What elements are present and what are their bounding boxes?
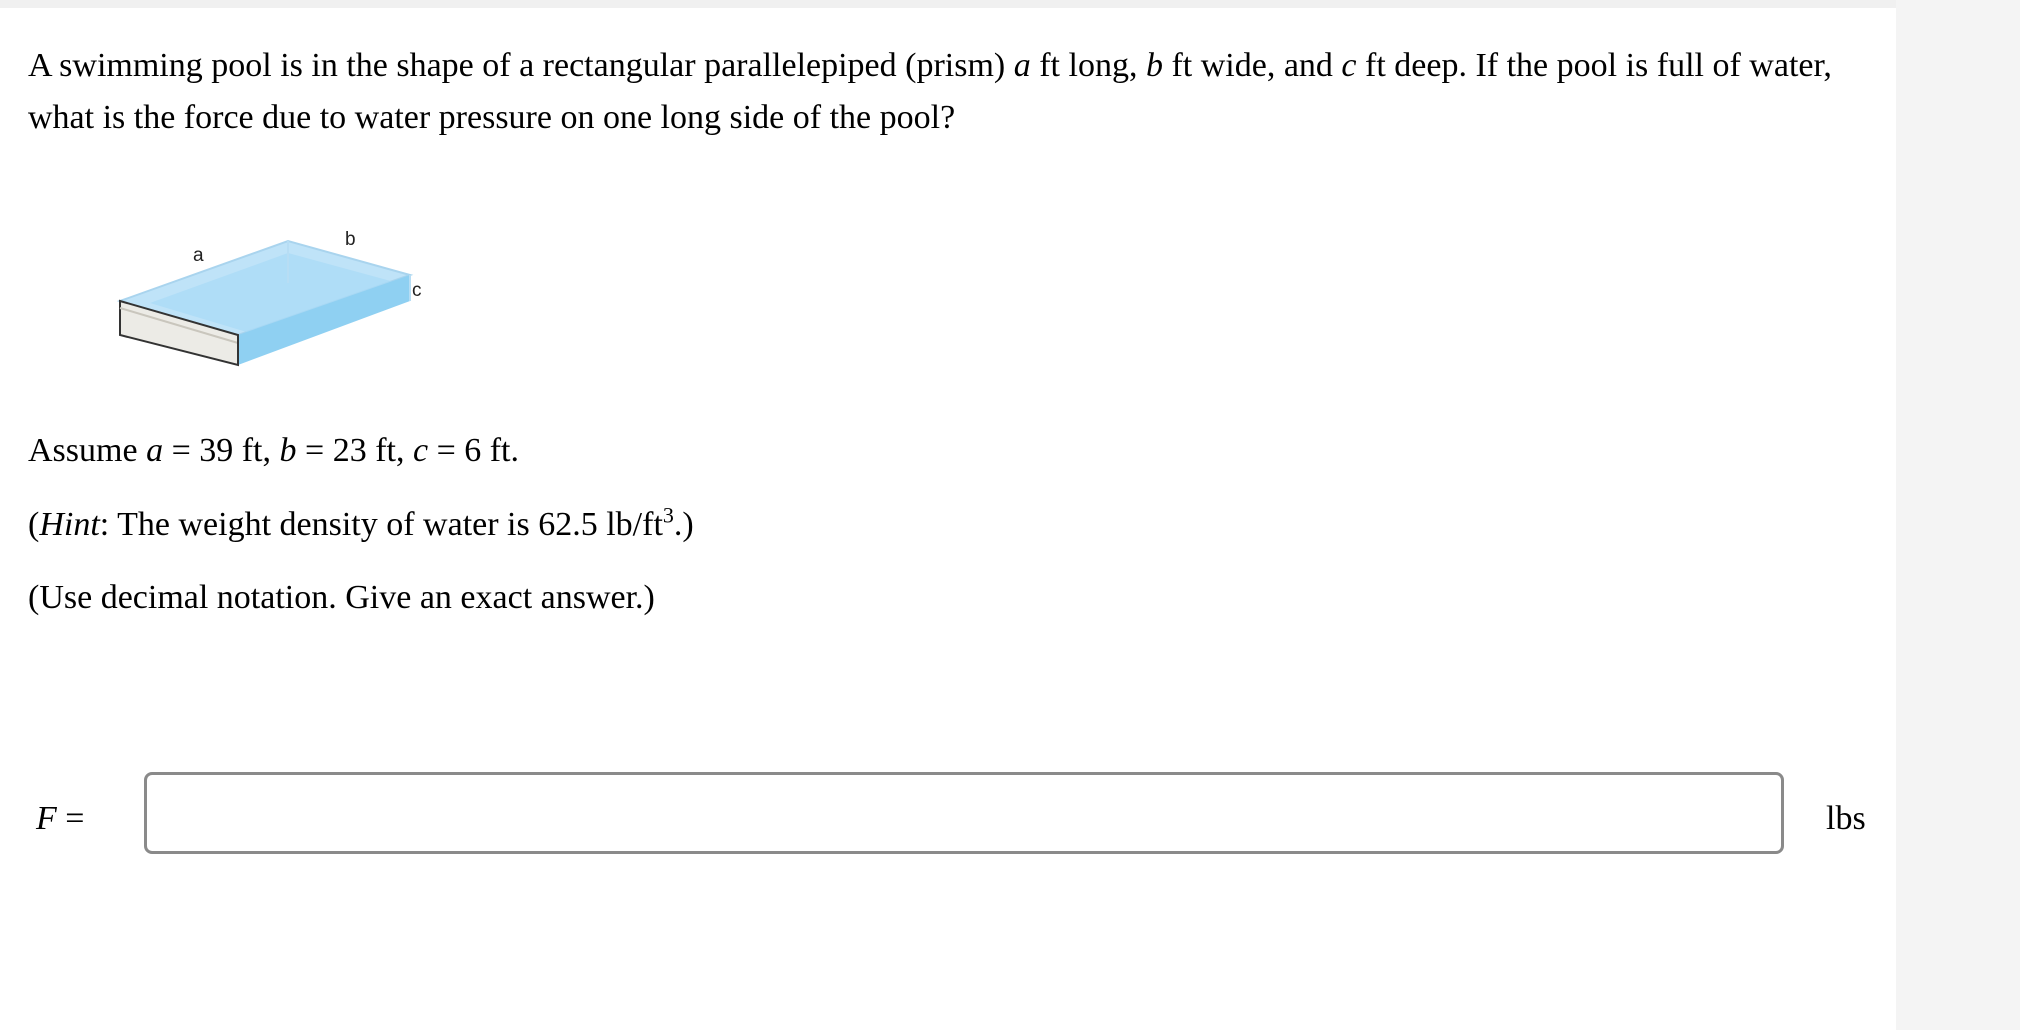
pool-diagram: [100, 213, 460, 393]
question-text-part: A swimming pool is in the shape of a rectangular parallelepiped (prism): [28, 47, 1014, 84]
answer-label: [36, 799, 84, 839]
assume-value-c: = 6 ft.: [428, 432, 520, 469]
assume-value-b: = 23 ft,: [296, 432, 413, 469]
assumption-text: [28, 431, 519, 471]
question-text: [28, 40, 1868, 144]
variable-a: a: [146, 432, 164, 469]
variable-b: b: [279, 432, 297, 469]
dimension-label-c: c: [412, 280, 422, 301]
variable-b: b: [1145, 47, 1163, 84]
dimension-label-a: a: [193, 245, 204, 266]
instruction-text: (Use decimal notation. Give an exact answer.): [28, 579, 655, 616]
answer-unit: lbs: [1826, 800, 1866, 837]
answer-input[interactable]: [144, 772, 1784, 854]
variable-a: a: [1013, 47, 1031, 84]
hint-open-paren: (: [28, 506, 40, 543]
assume-prefix: Assume: [28, 432, 147, 469]
question-text-part: ft deep. If the pool is full of water, what is the force due to water pressure on one long side of the pool?: [28, 47, 1832, 136]
hint-label: Hint: [39, 506, 100, 543]
variable-c: c: [1341, 47, 1357, 84]
answer-equals: =: [56, 800, 85, 837]
hint-text: [28, 502, 694, 545]
dimension-label-b: b: [345, 229, 356, 250]
question-text-part: ft long,: [1030, 47, 1146, 84]
page-gutter: [1896, 0, 2020, 1030]
variable-c: c: [412, 432, 429, 469]
question-text-part: ft wide, and: [1162, 47, 1342, 84]
assume-value-a: = 39 ft,: [163, 432, 280, 469]
hint-close-paren: .): [673, 506, 694, 543]
answer-variable: F: [36, 800, 57, 837]
hint-exponent: 3: [662, 502, 674, 528]
hint-body: : The weight density of water is 62.5 lb/ft: [99, 506, 663, 543]
